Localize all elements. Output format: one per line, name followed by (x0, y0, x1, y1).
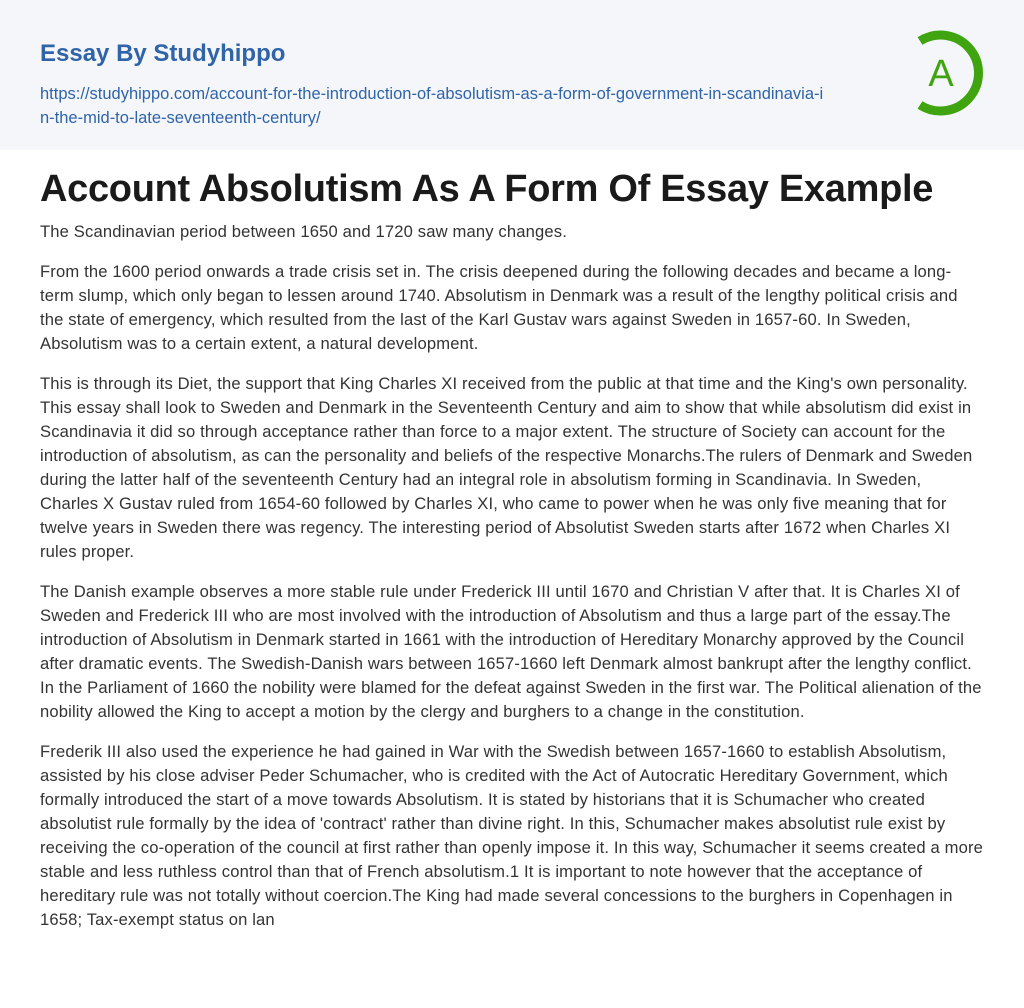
source-url-link[interactable]: https://studyhippo.com/account-for-the-introduction-of-absolutism-as-a-form-of-government-in-scandinavia-in-the-mid-to-late-seventeenth-century/ (40, 85, 824, 127)
article (0, 150, 1024, 932)
paragraph: This is through its Diet, the support that King Charles XI received from the public at that time and the King's own personality. This essay shall look to Sweden and Denmark in the Seventeenth Century and aim to show that while absolutism did exist in Scandinavia it did so through acceptance rather than force to a major extent. The structure of Society can account for the introduction of absolutism, as can the personality and beliefs of the respective Monarchs.The rulers of Denmark and Sweden during the latter half of the seventeenth Century had an integral role in absolutism forming in Scandinavia. In Sweden, Charles X Gustav ruled from 1654-60 followed by Charles XI, who came to power when he was only five meaning that for twelve years in Sweden there was regency. The interesting period of Absolutist Sweden starts after 1672 when Charles XI rules proper. (40, 374, 973, 561)
page-title: Account Absolutism As A Form Of Essay Example (40, 168, 934, 210)
paragraph: From the 1600 period onwards a trade crisis set in. The crisis deepened during the following decades and became a long-term slump, which only began to lessen around 1740. Absolutism in Denmark was a result of the lengthy political crisis and the state of emergency, which resulted from the last of the Karl Gustav wars against Sweden in 1657-60. In Sweden, Absolutism was to a certain extent, a natural development. (40, 262, 958, 353)
logo-letter: A (928, 53, 954, 95)
site-header (0, 0, 1024, 150)
brand-title[interactable]: Essay By Studyhippo (40, 40, 286, 67)
paragraph: The Danish example observes a more stable rule under Frederick III until 1670 and Christian V after that. It is Charles XI of Sweden and Frederick III who are most involved with the introduction of Absolutism and thus a large part of the essay.The introduction of Absolutism in Denmark started in 1661 with the introduction of Hereditary Monarchy approved by the Council after dramatic events. The Swedish-Danish wars between 1657-1660 left Denmark almost bankrupt after the lengthy conflict. In the Parliament of 1660 the nobility were blamed for the defeat against Sweden in the first war. The Political alienation of the nobility allowed the King to accept a motion by the clergy and burghers to a change in the constitution. (40, 582, 982, 721)
paragraph: The Scandinavian period between 1650 and 1720 saw many changes. (40, 222, 567, 241)
studyhippo-logo-icon[interactable] (896, 28, 986, 118)
paragraph: Frederik III also used the experience he had gained in War with the Swedish between 1657-1660 to establish Absolutism, assisted by his close adviser Peder Schumacher, who is credited with the Act of Autocratic Hereditary Government, which formally introduced the start of a move towards Absolutism. It is stated by historians that it is Schumacher who created absolutist rule formally by the idea of 'contract' rather than divine right. In this, Schumacher makes absolutist rule exist by receiving the co-operation of the council at first rather than openly impose it. In this way, Schumacher it seems created a more stable and less ruthless control than that of French absolutism.1 It is important to note however that the acceptance of hereditary rule was not totally without coercion.The King had made several concessions to the burghers in Copenhagen in 1658; Tax-exempt status on lan (40, 742, 984, 929)
